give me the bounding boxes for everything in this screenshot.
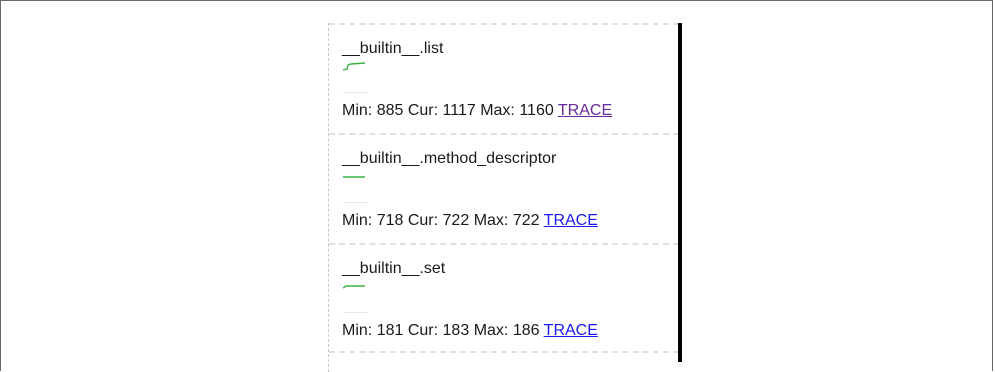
cur-value: 1117 [442, 102, 476, 119]
max-label: Max: [473, 322, 509, 339]
list-item [329, 243, 679, 351]
sparkline [343, 286, 365, 288]
sparkline-chart [343, 171, 367, 181]
cur-label: Cur: [407, 212, 439, 229]
list-item [329, 133, 679, 241]
type-name: __builtin__.set [342, 260, 446, 277]
min-label: Min: [342, 212, 373, 229]
sparkline [343, 63, 365, 70]
max-value: 186 [512, 322, 540, 339]
cur-label: Cur: [407, 102, 439, 119]
type-name: __builtin__.list [342, 40, 444, 57]
max-label: Max: [473, 212, 509, 229]
min-value: 181 [376, 322, 404, 339]
sparkline-chart [343, 61, 367, 71]
max-value: 722 [512, 212, 540, 229]
sparkline-chart [343, 281, 367, 291]
cur-value: 183 [442, 322, 470, 339]
min-value: 885 [376, 102, 404, 119]
trace-link[interactable]: TRACE [543, 212, 598, 229]
min-value: 718 [376, 212, 404, 229]
max-label: Max: [480, 102, 515, 119]
min-label: Min: [342, 102, 373, 119]
max-value: 1160 [519, 102, 554, 119]
row-divider [329, 351, 679, 353]
trace-link[interactable]: TRACE [543, 322, 598, 339]
panel-right-border [678, 23, 682, 362]
trace-link[interactable]: TRACE [557, 102, 613, 119]
sparkline-baseline [343, 202, 367, 203]
cur-label: Cur: [407, 322, 439, 339]
count-stats [342, 212, 598, 230]
sparkline-baseline [343, 92, 367, 93]
list-item [329, 23, 679, 131]
count-stats [342, 322, 598, 340]
count-stats [342, 102, 612, 120]
type-name: __builtin__.method_descriptor [342, 150, 557, 167]
cur-value: 722 [442, 212, 470, 229]
type-stats-panel [328, 23, 678, 372]
min-label: Min: [342, 322, 373, 339]
sparkline-baseline [343, 312, 367, 313]
